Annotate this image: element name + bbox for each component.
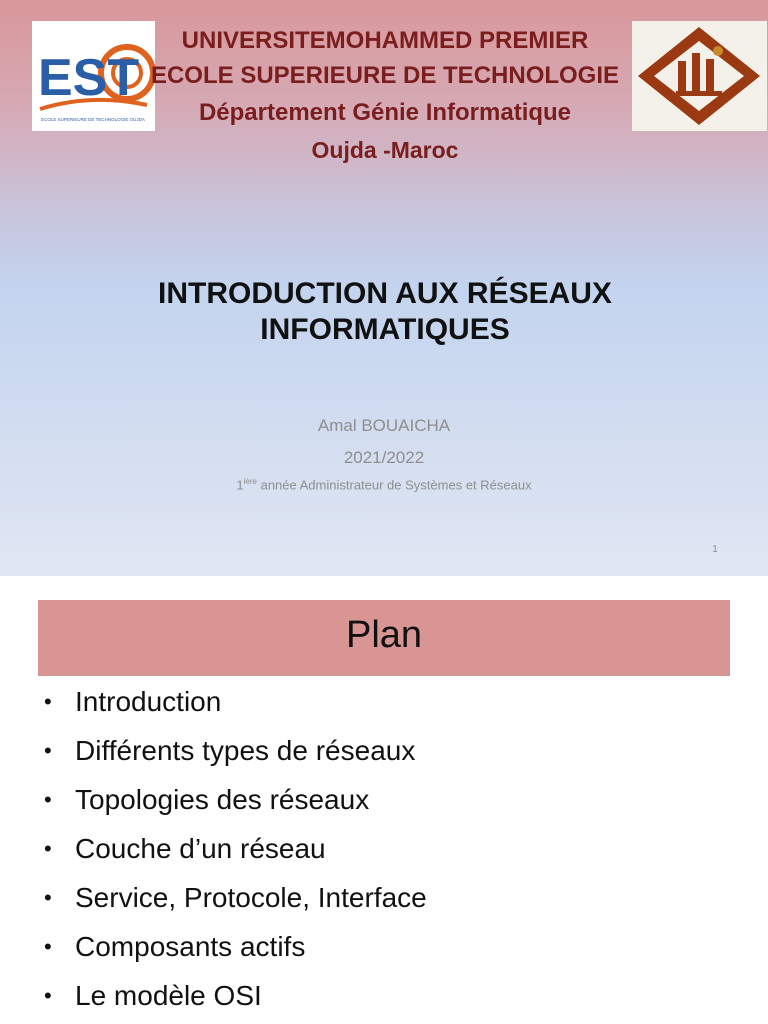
department-name: Département Génie Informatique xyxy=(198,99,572,126)
bullet-icon: • xyxy=(44,689,52,714)
presentation-title xyxy=(60,276,710,348)
university-emblem xyxy=(632,21,767,131)
list-item xyxy=(44,680,427,729)
est-logo xyxy=(32,21,155,131)
academic-year: 2021/2022 xyxy=(343,448,425,467)
bullet-icon: • xyxy=(44,885,52,910)
est-logo-subtitle: ECOLE SUPERIEURE DE TECHNOLOGIE OUJDA xyxy=(41,117,145,122)
list-item xyxy=(44,925,427,974)
program-superscript: ière xyxy=(243,477,257,486)
bullet-icon: • xyxy=(44,934,52,959)
list-item-text: Couche d’un réseau xyxy=(75,833,326,864)
list-item xyxy=(44,974,427,1023)
program-text: année Administrateur de Systèmes et Réseaux xyxy=(256,477,532,493)
university-name: UNIVERSITEMOHAMMED PREMIER xyxy=(181,27,589,54)
list-item-text: Topologies des réseaux xyxy=(75,784,370,815)
title-line-1: INTRODUCTION AUX RÉSEAUX xyxy=(158,277,612,310)
plan-list xyxy=(44,680,427,1023)
author-name: Amal BOUAICHA xyxy=(317,416,451,435)
bullet-icon: • xyxy=(44,738,52,763)
program-prefix: 1 xyxy=(236,477,244,493)
city-name: Oujda -Maroc xyxy=(311,137,459,163)
list-item-text: Différents types de réseaux xyxy=(75,735,416,766)
plan-slide xyxy=(0,576,768,1024)
est-logo-letters: EST xyxy=(38,49,140,107)
est-logo-icon xyxy=(32,21,155,131)
bullet-icon: • xyxy=(44,836,52,861)
list-item xyxy=(44,729,427,778)
list-item xyxy=(44,876,427,925)
title-line-2: INFORMATIQUES xyxy=(260,313,510,346)
university-emblem-icon xyxy=(632,21,767,131)
list-item-text: Le modèle OSI xyxy=(75,980,262,1011)
institution-header xyxy=(150,24,620,168)
list-item-text: Introduction xyxy=(75,686,222,717)
bullet-icon: • xyxy=(44,787,52,812)
slide-number: 1 xyxy=(712,544,718,555)
list-item-text: Service, Protocole, Interface xyxy=(75,882,427,913)
plan-title: Plan xyxy=(345,614,423,656)
bullet-icon: • xyxy=(44,983,52,1008)
school-name: ECOLE SUPERIEURE DE TECHNOLOGIE xyxy=(150,62,620,89)
list-item xyxy=(44,827,427,876)
list-item-text: Composants actifs xyxy=(75,931,306,962)
plan-title-bar xyxy=(38,600,730,676)
program-line xyxy=(150,477,618,492)
list-item xyxy=(44,778,427,827)
